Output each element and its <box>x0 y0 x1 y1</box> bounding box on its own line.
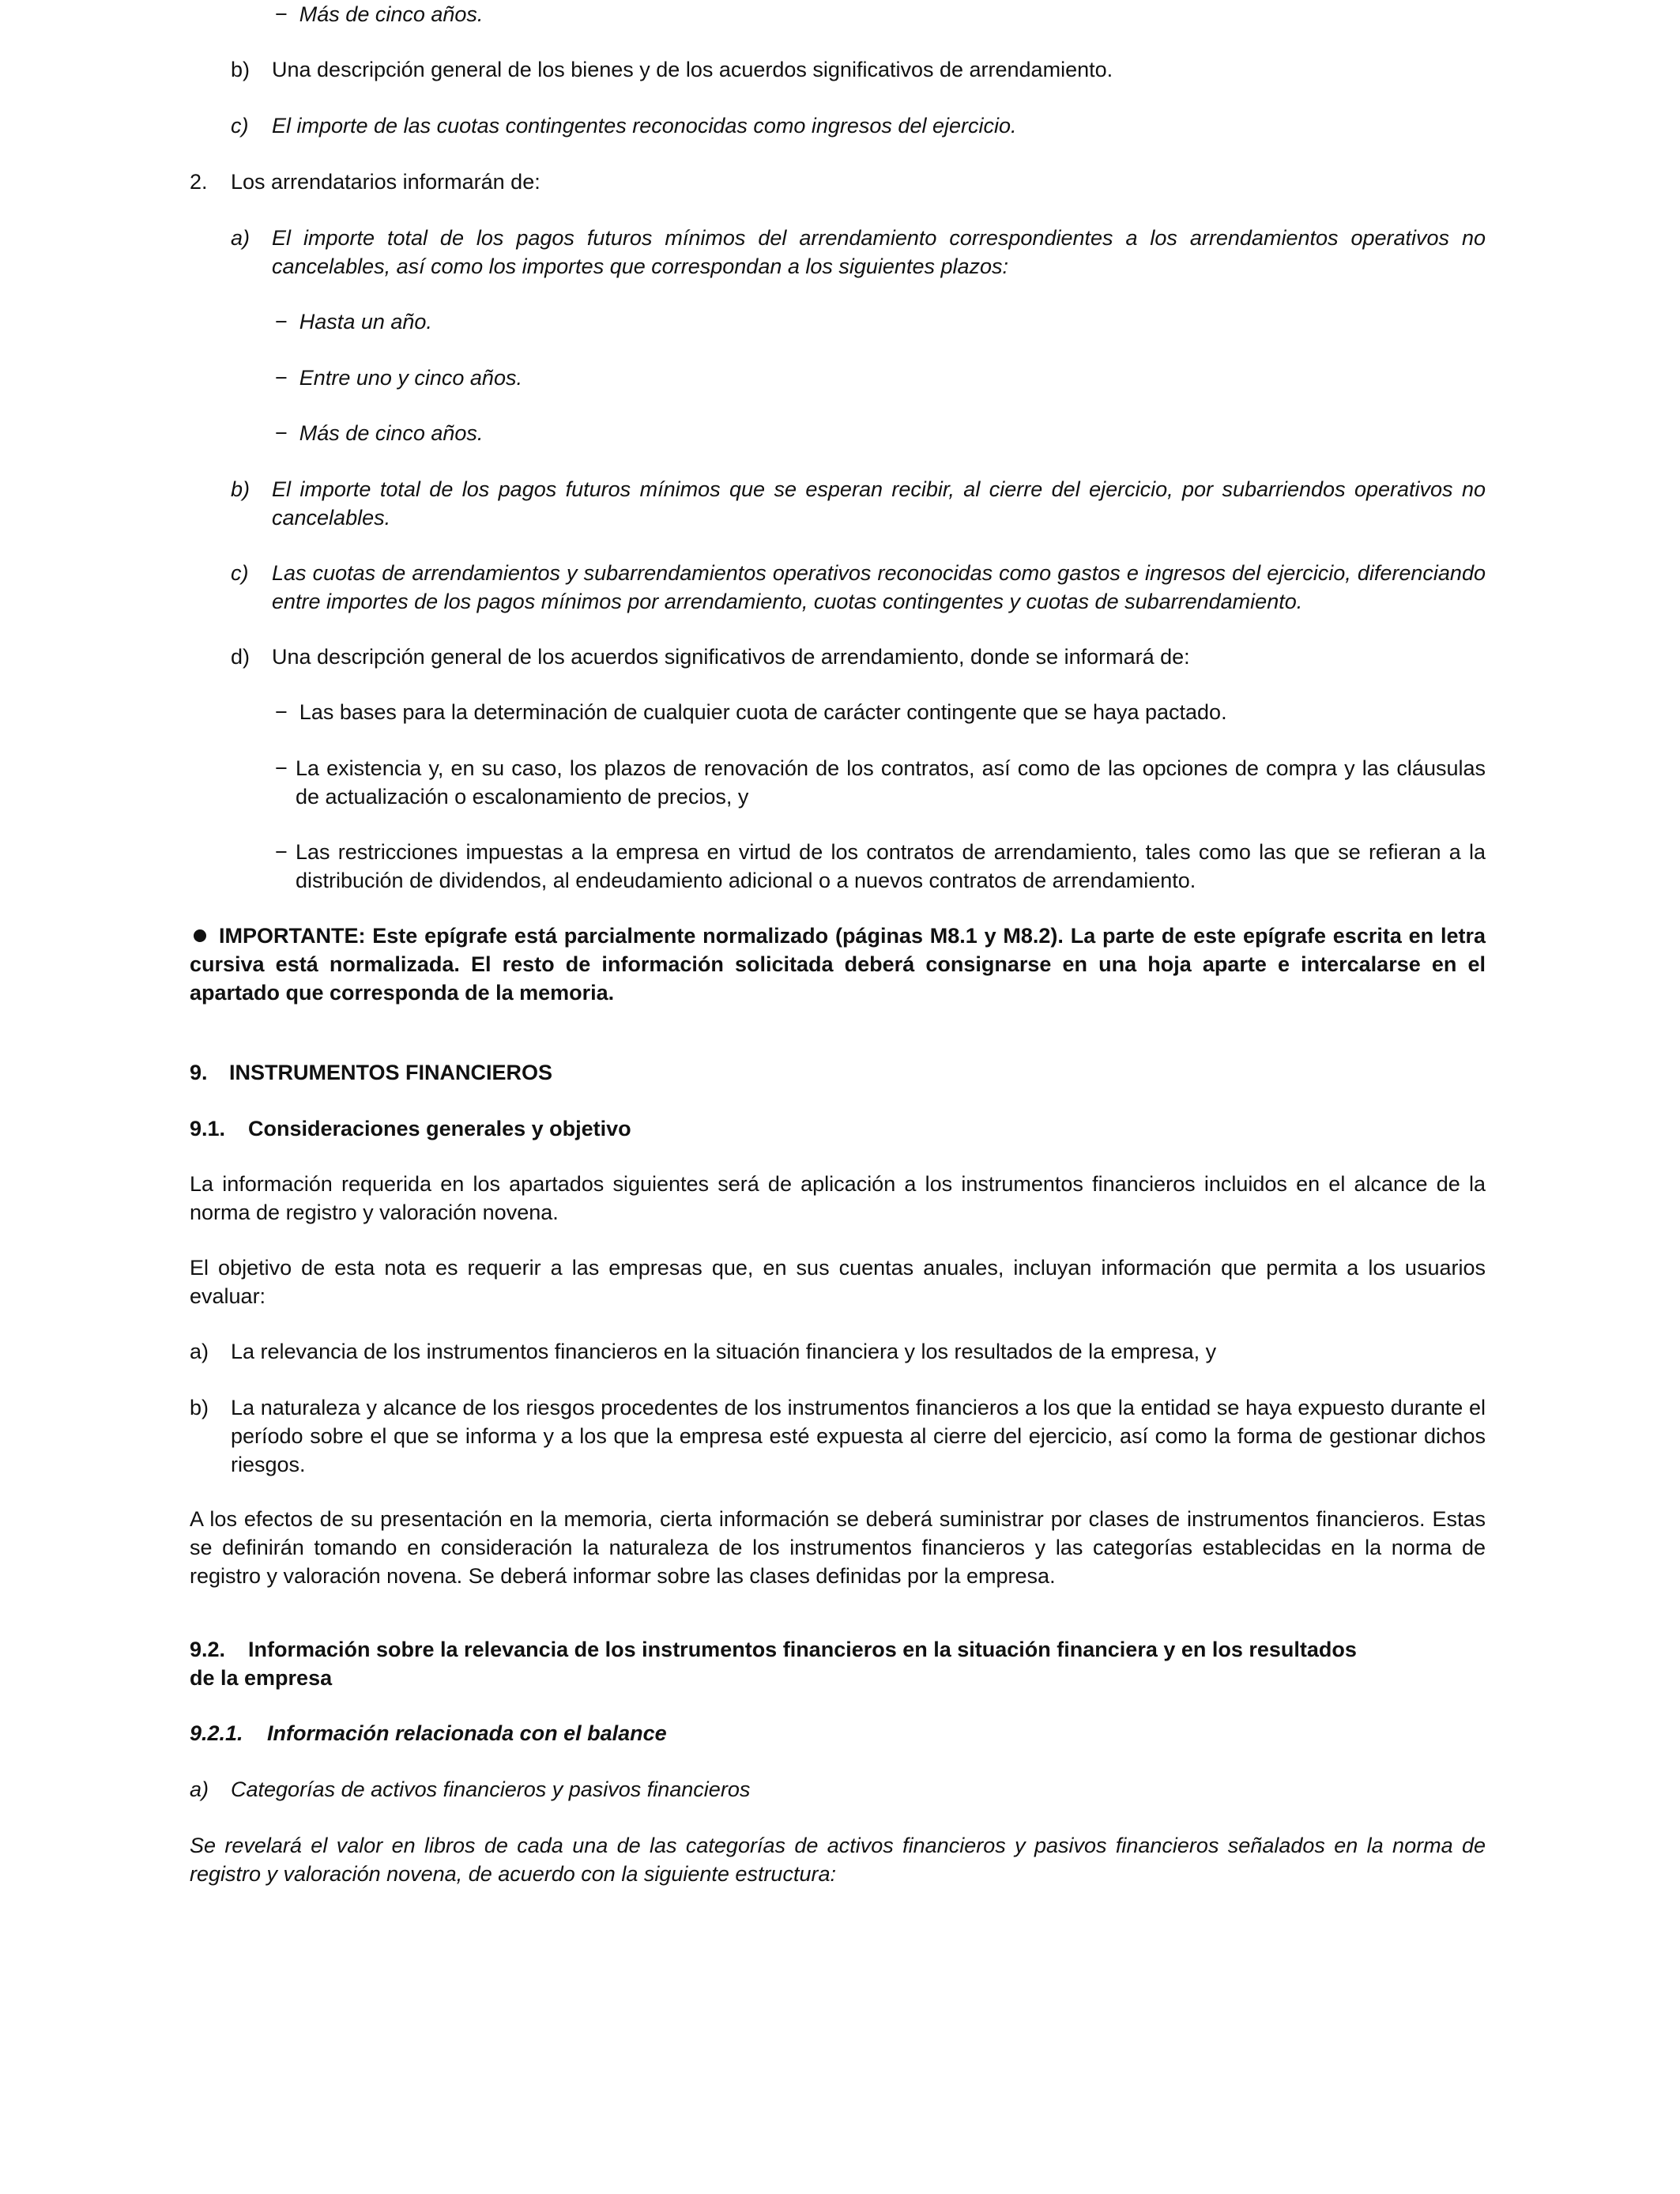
dash-item <box>275 364 522 392</box>
dash-text: Hasta un año. <box>299 310 432 334</box>
numbered-item-label: 2. <box>190 170 208 194</box>
subsection-number: 9.1. <box>190 1117 226 1140</box>
dash-marker: − <box>275 310 288 334</box>
list-item-c <box>231 111 249 140</box>
item-label: c) <box>231 561 249 585</box>
dash-item <box>275 698 1227 726</box>
dash-marker: − <box>275 2 288 26</box>
important-note-text: IMPORTANTE: Este epígrafe está parcialmente normalizado (páginas M8.1 y M8.2). La parte de este epígrafe escrita en letra cursiva está normalizada. El resto de información solicitada deberá consignarse en una hoja aparte e intercalarse en el apartado que corresponda de la memoria. <box>190 924 1486 1005</box>
item-label: d) <box>231 645 250 669</box>
subsubsection-title: Información relacionada con el balance <box>267 1721 667 1745</box>
dash-text: Las bases para la determinación de cualquier cuota de carácter contingente que se haya pactado. <box>299 700 1227 724</box>
item-label: a) <box>190 1340 209 1363</box>
list-item-text: El importe de las cuotas contingentes reconocidas como ingresos del ejercicio. <box>272 114 1017 138</box>
paragraph: El objetivo de esta nota es requerir a las empresas que, en sus cuentas anuales, incluyan información que permita a los usuarios evaluar: <box>190 1256 1486 1308</box>
paragraph: La información requerida en los apartados siguientes será de aplicación a los instrumentos financieros incluidos en el alcance de la norma de registro y valoración novena. <box>190 1172 1486 1224</box>
dash-text: Más de cinco años. <box>299 2 484 26</box>
bullet-icon <box>194 929 206 942</box>
list-item-text: Una descripción general de los bienes y de los acuerdos significativos de arrendamiento. <box>272 58 1113 81</box>
subsection-title-continued: de la empresa <box>190 1666 333 1690</box>
dash-item <box>275 419 483 447</box>
subsection-heading <box>190 1114 631 1143</box>
list-item-text: Categorías de activos financieros y pasivos financieros <box>231 1777 751 1801</box>
subsection-title: Información sobre la relevancia de los instrumentos financieros en la situación financiera y en los resultados <box>248 1638 1357 1661</box>
list-item-text: El importe total de los pagos futuros mínimos del arrendamiento correspondientes a los arrendamientos operativos no cancelables, así como los importes que correspondan a los siguientes plazos: <box>272 226 1486 278</box>
dash-text: Las restricciones impuestas a la empresa en virtud de los contratos de arrendamiento, tales como las que se refieran a la distribución de dividendos, al endeudamiento adicional o a nuevos contratos de arrendamiento. <box>296 840 1486 892</box>
list-item-text: La relevancia de los instrumentos financieros en la situación financiera y los resultados de la empresa, y <box>231 1340 1217 1363</box>
item-label: a) <box>231 226 250 250</box>
dash-item <box>275 307 432 336</box>
list-item-text: Las cuotas de arrendamientos y subarrendamientos operativos reconocidas como gastos e ingresos del ejercicio, diferenciando entre importes de los pagos mínimos por arrendamiento, cuotas contingentes y cuotas de subarrendamiento. <box>272 561 1486 613</box>
dash-item <box>275 0 483 28</box>
dash-text: Entre uno y cinco años. <box>299 366 522 390</box>
list-item-b <box>231 55 250 84</box>
subsection-heading <box>190 1635 1357 1664</box>
dash-marker: − <box>275 840 288 864</box>
subsection-title: Consideraciones generales y objetivo <box>248 1117 631 1140</box>
item-label: b) <box>231 477 250 501</box>
subsubsection-heading <box>190 1719 667 1747</box>
important-note <box>190 922 1486 1007</box>
subsubsection-number: 9.2.1. <box>190 1721 243 1745</box>
dash-marker: − <box>275 421 288 445</box>
dash-text: Más de cinco años. <box>299 421 484 445</box>
item-label: c) <box>231 114 249 138</box>
item-label: a) <box>190 1777 209 1801</box>
numbered-item-text: Los arrendatarios informarán de: <box>231 170 541 194</box>
item-label: b) <box>190 1396 209 1419</box>
dash-text: La existencia y, en su caso, los plazos de renovación de los contratos, así como de las opciones de compra y las cláusulas de actualización o escalonamiento de precios, y <box>296 756 1486 809</box>
dash-marker: − <box>275 700 288 724</box>
section-heading <box>190 1058 552 1087</box>
list-item-text: El importe total de los pagos futuros mínimos que se esperan recibir, al cierre del ejercicio, por subarriendos operativos no cancelables. <box>272 477 1486 530</box>
paragraph: Se revelará el valor en libros de cada una de las categorías de activos financieros y pasivos financieros señalados en la norma de registro y valoración novena, de acuerdo con la siguiente estructura: <box>190 1834 1486 1886</box>
section-title: INSTRUMENTOS FINANCIEROS <box>229 1061 553 1084</box>
paragraph: A los efectos de su presentación en la memoria, cierta información se deberá suministrar por clases de instrumentos financieros. Estas se definirán tomando en consideración la naturaleza de los instrumentos financieros y las categorías establecidas en la norma de registro y valoración novena. Se deberá informar sobre las clases definidas por la empresa. <box>190 1507 1486 1588</box>
section-number: 9. <box>190 1061 208 1084</box>
subsection-number: 9.2. <box>190 1638 226 1661</box>
item-label: b) <box>231 58 250 81</box>
dash-marker: − <box>275 366 288 390</box>
list-item-text: La naturaleza y alcance de los riesgos procedentes de los instrumentos financieros a los que la entidad se haya expuesto durante el período sobre el que se informa y a los que la empresa esté expuesta al cierre del ejercicio, así como la forma de gestionar dichos riesgos. <box>231 1396 1486 1476</box>
list-item-text: Una descripción general de los acuerdos significativos de arrendamiento, donde se informará de: <box>272 645 1190 669</box>
dash-marker: − <box>275 756 288 780</box>
